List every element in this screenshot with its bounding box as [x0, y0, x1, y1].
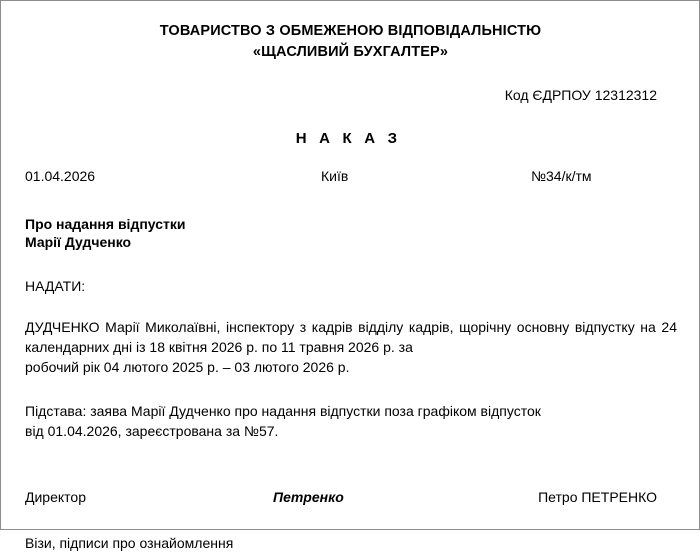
signatory-name: Петро ПЕТРЕНКО — [538, 489, 657, 505]
order-meta-row — [25, 168, 676, 187]
signature-row — [25, 489, 676, 509]
registry-code: Код ЄДРПОУ 12312312 — [504, 87, 657, 103]
approval-note: Візи, підписи про ознайомлення — [25, 535, 234, 551]
order-body-paragraph — [25, 317, 677, 377]
order-basis-text: Підстава: заява Марії Дудченко про надання відпустки поза графіком відпусток — [25, 403, 541, 419]
company-name-line: «ЩАСЛИВИЙ БУХГАЛТЕР» — [252, 44, 449, 60]
order-body-text-last-line: робочий рік 04 лютого 2025 р. – 03 лютого 2026 р. — [25, 359, 350, 375]
order-basis-text-last-line: від 01.04.2026, зареєстрована за №57. — [25, 423, 279, 439]
order-date: 01.04.2026 — [25, 168, 96, 184]
order-city: Київ — [321, 168, 349, 184]
page-title: Н А К А З — [295, 130, 402, 147]
signature-mark: Петренко — [273, 489, 344, 505]
company-type-line: ТОВАРИСТВО З ОБМЕЖЕНОЮ ВІДПОВІДАЛЬНІСТЮ — [159, 23, 542, 39]
directive-keyword: НАДАТИ: — [25, 278, 86, 294]
order-subject — [25, 215, 676, 251]
order-basis-paragraph — [25, 401, 677, 441]
order-number: №34/к/тм — [531, 168, 592, 184]
letterhead — [25, 1, 676, 63]
signatory-position: Директор — [25, 489, 86, 505]
document-content — [25, 1, 677, 551]
order-subject-line-2: Марії Дудченко — [25, 234, 132, 250]
order-subject-line-1: Про надання відпустки — [25, 216, 186, 232]
order-body-text: ДУДЧЕНКО Марії Миколаївні, інспектору з кадрів відділу кадрів, щорічну основну відпустку на 24 календарних дні із 18 квітня 2026 р. по 11 травня 2026 р. за — [25, 319, 677, 355]
